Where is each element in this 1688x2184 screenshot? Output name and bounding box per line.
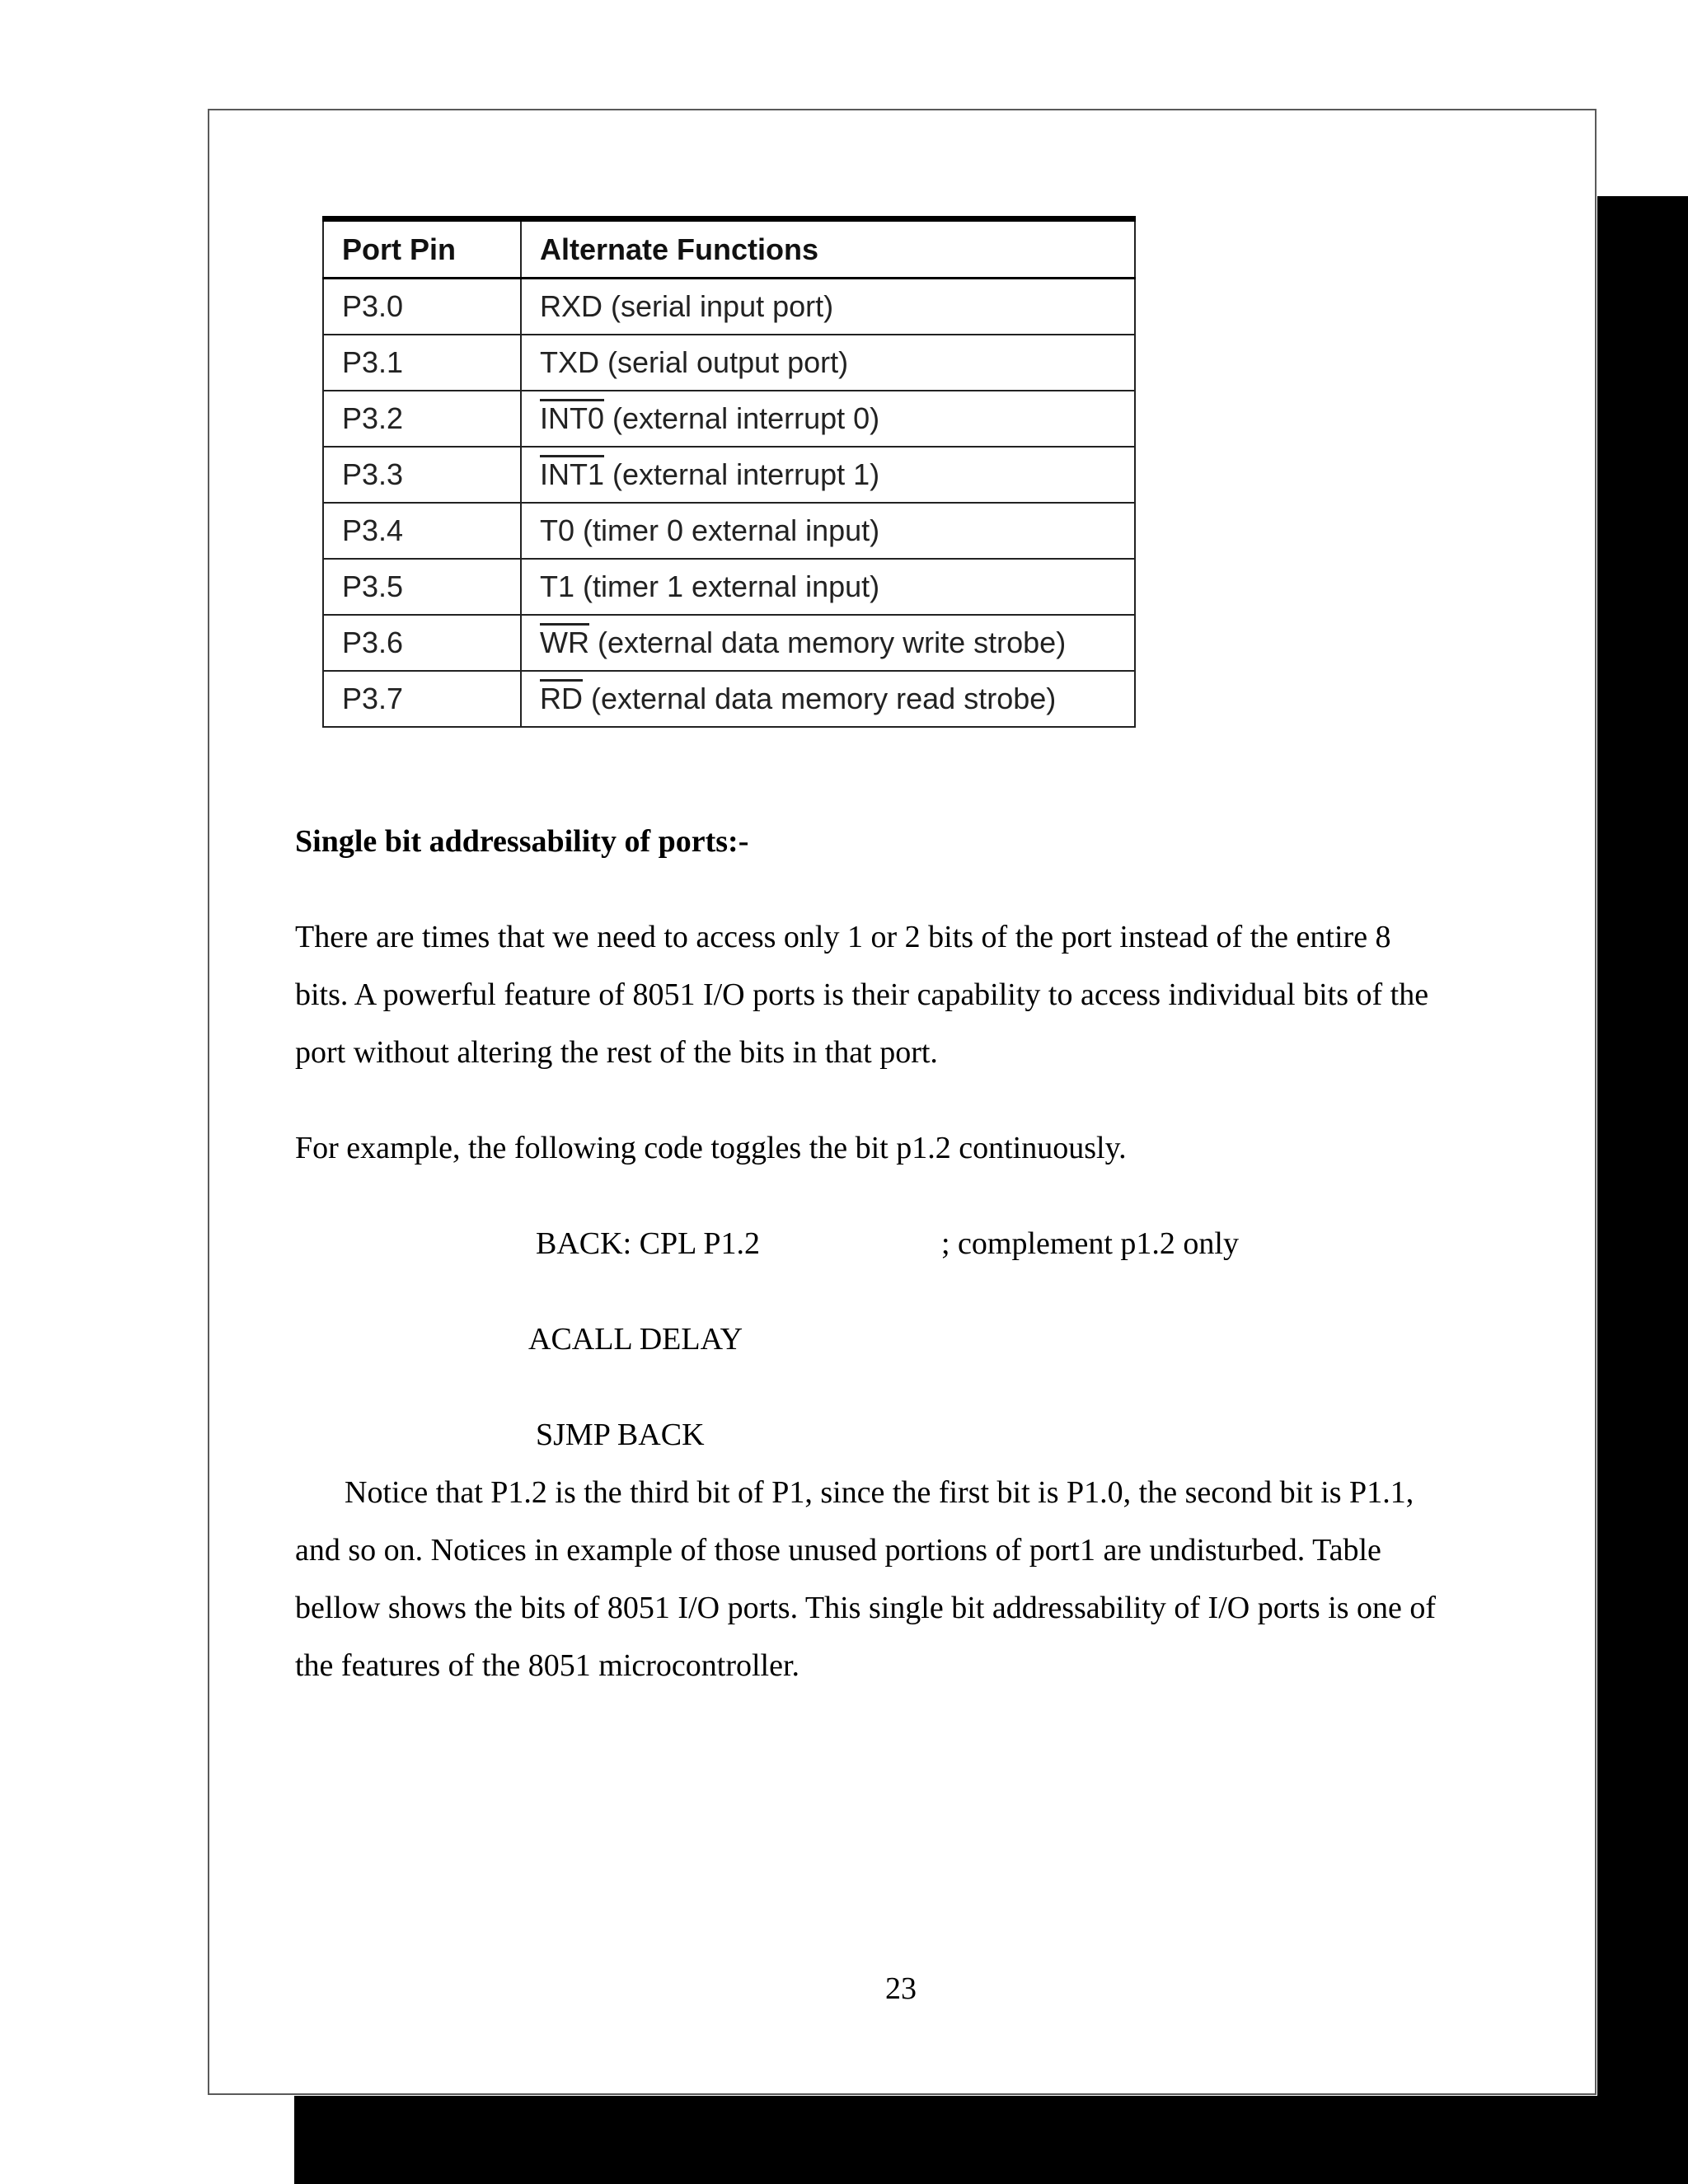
cell-alternate-function (521, 279, 1135, 335)
table-row (323, 671, 1135, 727)
active-low-signal: INT0 (540, 401, 605, 435)
cell-port-pin: P3.5 (323, 559, 521, 615)
table-row (323, 279, 1135, 335)
header-alternate-functions: Alternate Functions (521, 219, 1135, 279)
function-description: RXD (serial input port) (540, 288, 834, 323)
function-description: TXD (serial output port) (540, 344, 849, 379)
function-description: (external data memory write strobe) (588, 625, 1067, 659)
table-row (323, 447, 1135, 503)
paragraph-intro (295, 908, 1531, 1081)
cell-alternate-function (521, 503, 1135, 559)
text-line: the features of the 8051 microcontroller. (295, 1648, 800, 1683)
table-row (323, 503, 1135, 559)
table-row (323, 391, 1135, 447)
text-line: and so on. Notices in example of those unused portions of port1 are undisturbed. Table (295, 1533, 1381, 1568)
code-line-sjmp: SJMP BACK (536, 1418, 705, 1452)
cell-port-pin: P3.6 (323, 615, 521, 671)
paragraph-notice (295, 1464, 1436, 1694)
code-line-acall: ACALL DELAY (528, 1322, 743, 1357)
code-line-back: BACK: CPL P1.2 (536, 1226, 761, 1261)
text-line: bits. A powerful feature of 8051 I/O ports is their capability to access individual bits of the (295, 977, 1429, 1012)
cell-port-pin: P3.7 (323, 671, 521, 727)
cell-alternate-function (521, 335, 1135, 391)
function-description: T1 (timer 1 external input) (540, 569, 880, 603)
active-low-signal: $\overline{WR}$ (540, 625, 589, 659)
cell-alternate-function (521, 391, 1135, 447)
table-row (323, 615, 1135, 671)
active-low-signal: INT1 (540, 457, 605, 491)
page-number: 23 (885, 1971, 917, 2006)
cell-alternate-function (521, 615, 1135, 671)
function-description: (external data memory read strobe) (583, 681, 1057, 715)
paragraph-example: For example, the following code toggles the bit p1.2 continuously. (295, 1131, 1127, 1165)
table-row (323, 335, 1135, 391)
cell-port-pin: P3.0 (323, 279, 521, 335)
cell-port-pin: P3.1 (323, 335, 521, 391)
function-description: T0 (timer 0 external input) (540, 513, 880, 547)
cell-port-pin: P3.4 (323, 503, 521, 559)
table-header-row (323, 219, 1135, 279)
text-line: There are times that we need to access only 1 or 2 bits of the port instead of the entire 8 (295, 920, 1391, 954)
section-heading: Single bit addressability of ports:- (295, 824, 749, 859)
text-line: bellow shows the bits of 8051 I/O ports. This single bit addressability of I/O ports is one of (295, 1591, 1437, 1625)
function-description: (external interrupt 1) (604, 457, 880, 491)
code-comment: ; complement p1.2 only (941, 1226, 1239, 1261)
port3-alternate-functions-table (322, 216, 1136, 728)
header-port-pin: Port Pin (323, 219, 521, 279)
table-row (323, 559, 1135, 615)
page-shadow-right (1597, 196, 1688, 2184)
cell-port-pin: P3.3 (323, 447, 521, 503)
page-shadow-bottom (294, 2096, 1688, 2184)
text-line: Notice that P1.2 is the third bit of P1, since the first bit is P1.0, the second bit is P1.1, (345, 1475, 1414, 1510)
cell-alternate-function (521, 559, 1135, 615)
active-low-signal: $\overline{RD}$ (540, 681, 583, 715)
function-description: (external interrupt 0) (604, 401, 880, 435)
cell-alternate-function (521, 671, 1135, 727)
cell-alternate-function (521, 447, 1135, 503)
text-line: port without altering the rest of the bits in that port. (295, 1035, 938, 1070)
cell-port-pin: P3.2 (323, 391, 521, 447)
